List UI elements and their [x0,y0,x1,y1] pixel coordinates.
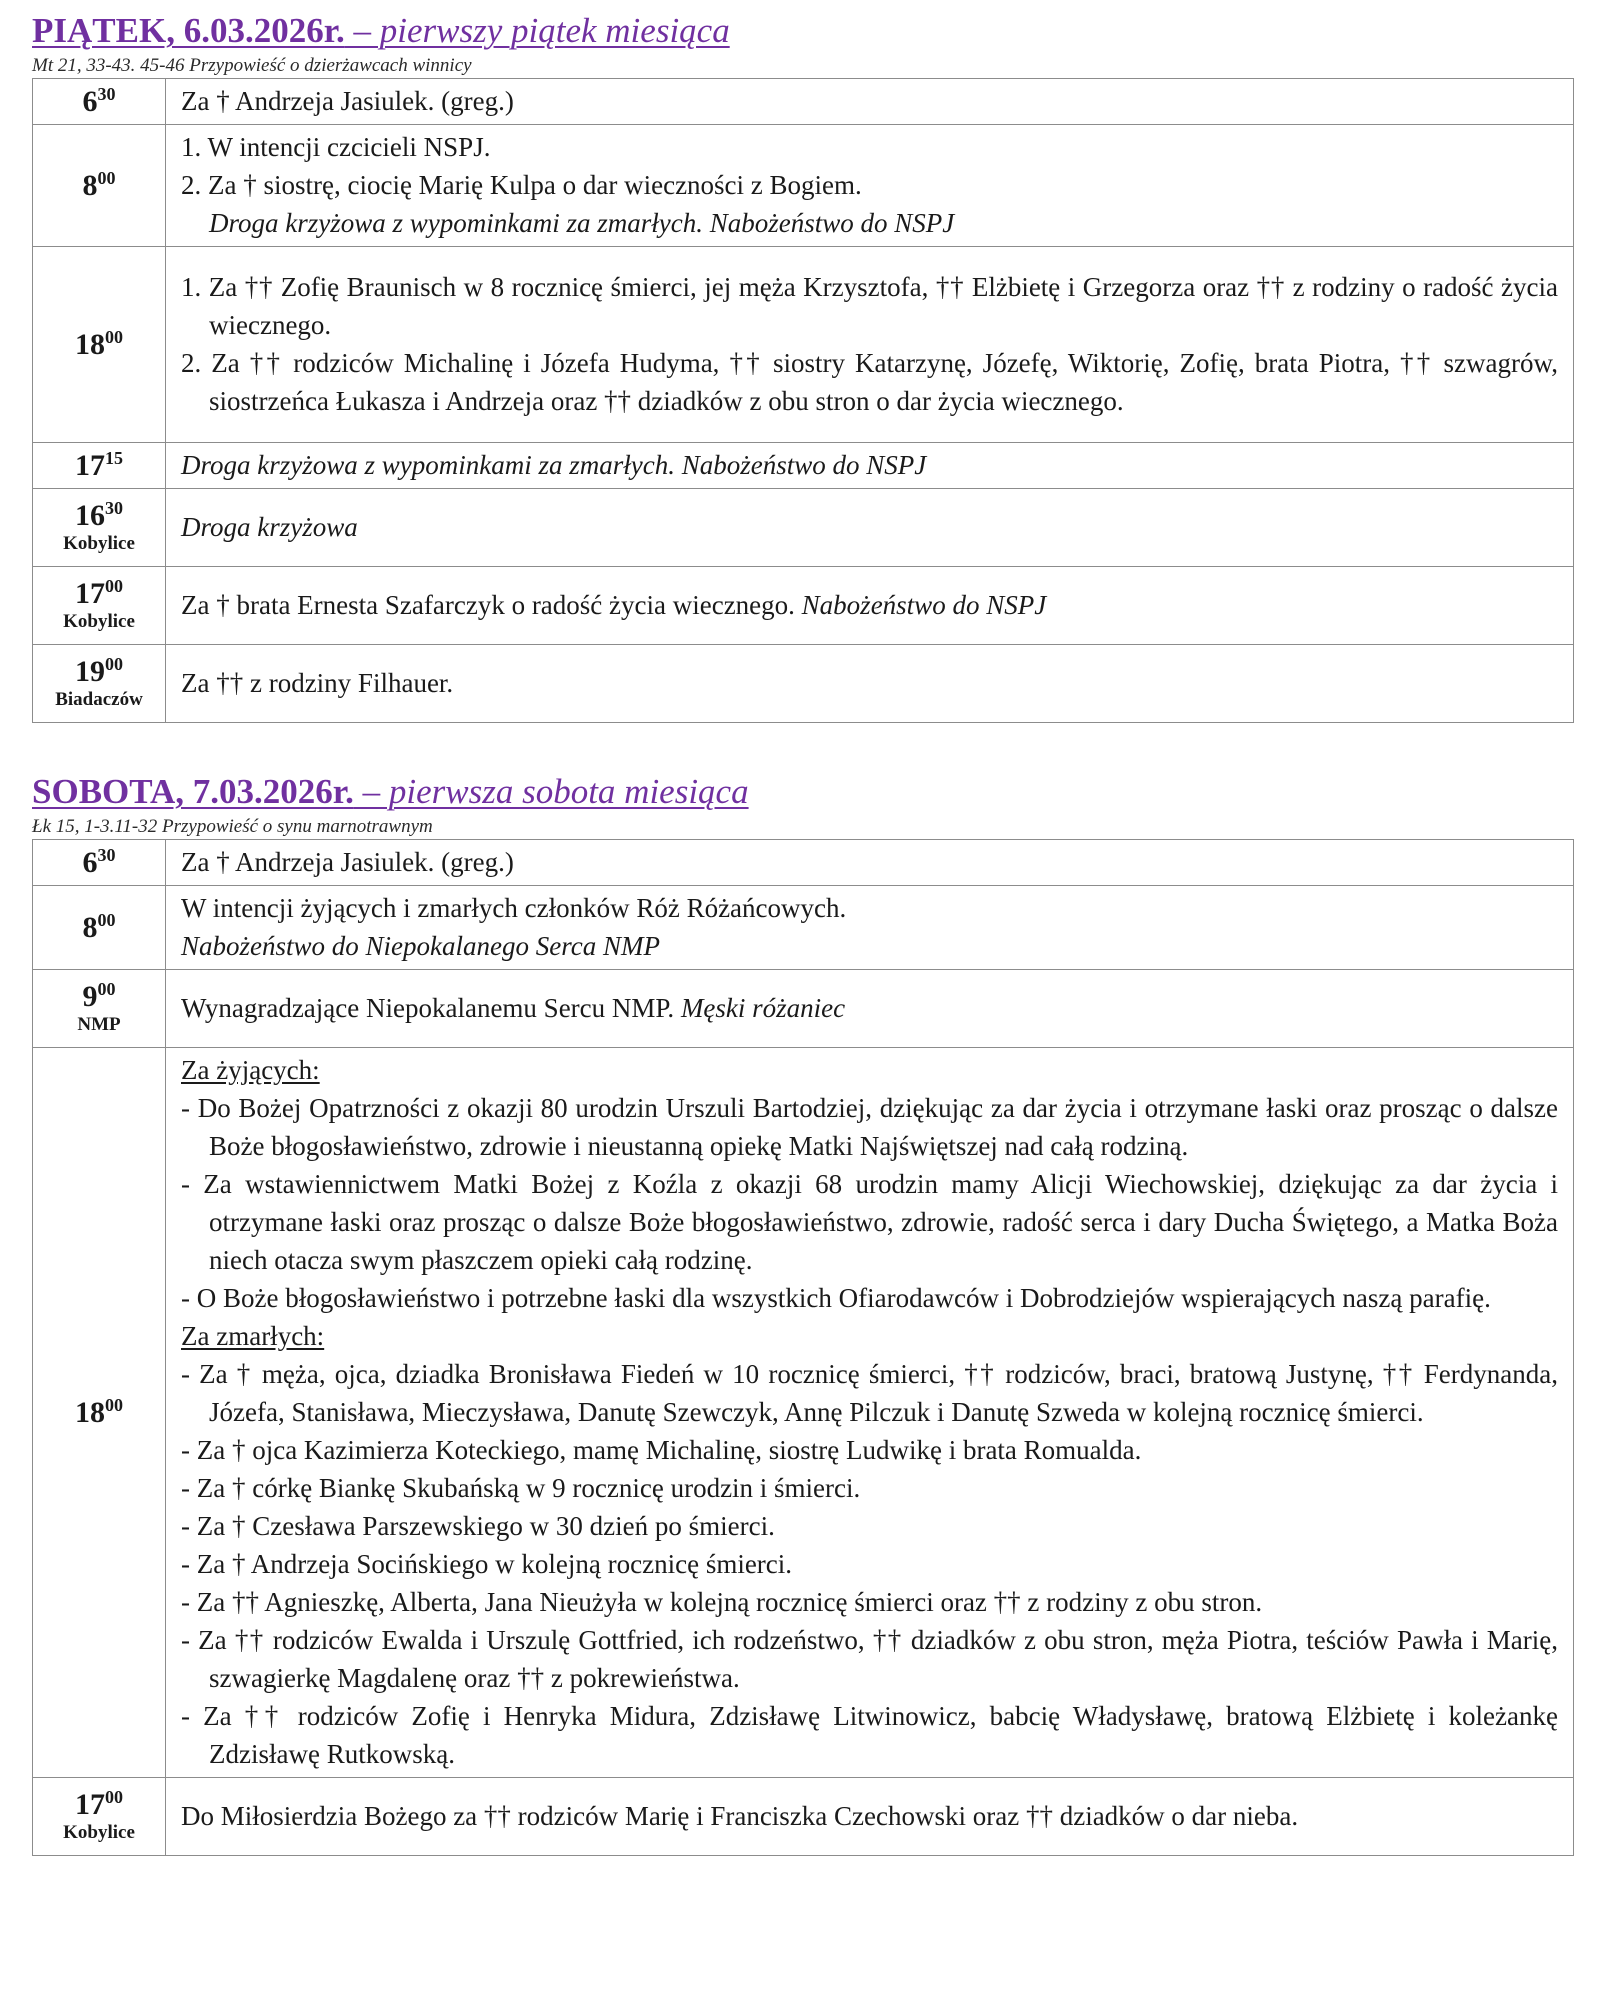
intention-cell: Droga krzyżowa z wypominkami za zmarłych. Nabożeństwo do NSPJ [166,443,1574,489]
list-item: - Za † Andrzeja Socińskiego w kolejną rocznicę śmierci. [181,1549,793,1579]
living-header: Za żyjących: [181,1055,320,1085]
dead-header: Za zmarłych: [181,1321,325,1351]
time-cell: $8^{00}$ [33,125,166,247]
time-cell: $19^{00}$ Biadaczów [33,645,166,723]
time-cell: $17^{00}$ Kobylice [33,567,166,645]
intention-cell: Droga krzyżowa [166,489,1574,567]
list-item: - Za †† Agnieszkę, Alberta, Jana Nieużyła w kolejną rocznicę śmierci oraz †† z rodziny z obu stron. [181,1587,1263,1617]
time-cell: $17^{15}$ [33,443,166,489]
table-row [33,247,1574,443]
bulletin-page [32,10,1574,1856]
reading-saturday: Łk 15, 1-3.11-32 Przypowieść o synu marnotrawnym [32,816,433,837]
day-heading-saturday: SOBOTA, 7.03.2026r. – pierwsza sobota miesiąca [32,772,749,811]
time-cell: $9^{00}$ NMP [33,970,166,1048]
intention-cell: 1. Za †† Zofię Braunisch w 8 rocznicę śmierci, jej męża Krzysztofa, †† Elżbietę i Grzegorza oraz †† z rodziny o radość życia wiecznego. 2. Za †† rodziców Michalinę i Józefa Hudyma, †† siostry Katarzynę, Józefę, Wiktorię, Zofię, brata Piotra, †† szwagrów, siostrzeńca Łukasza i Andrzeja oraz †† dziadków z obu stron o dar życia wiecznego. [166,247,1574,443]
table-row [33,840,1574,886]
list-item: - O Boże błogosławieństwo i potrzebne łaski dla wszystkich Ofiarodawców i Dobrodziejów wspierających naszą parafię. [181,1283,1491,1313]
time-cell: $6^{30}$ [33,79,166,125]
intention-cell: Za †† z rodziny Filhauer. [166,645,1574,723]
table-row [33,79,1574,125]
intention-cell: Za † Andrzeja Jasiulek. (greg.) [166,79,1574,125]
intention-cell: Za † Andrzeja Jasiulek. (greg.) [166,840,1574,886]
list-item: - Za wstawiennictwem Matki Bożej z Koźla z okazji 68 urodzin mamy Alicji Wiechowskiej, dziękując za dar życia i otrzymane łaski oraz prosząc o dalsze Boże błogosławieństwo, zdrowie, radość serca i dary Ducha Świętego, a Matka Boża niech otacza swym płaszczem opieki całą rodzinę. [181,1169,1558,1275]
intention-cell: Za † brata Ernesta Szafarczyk o radość życia wiecznego. Nabożeństwo do NSPJ [166,567,1574,645]
list-item: - Za † ojca Kazimierza Koteckiego, mamę Michalinę, siostrę Ludwikę i brata Romualda. [181,1435,1142,1465]
schedule-table-friday [32,78,1574,723]
list-item: - Za † córkę Biankę Skubańską w 9 rocznicę urodzin i śmierci. [181,1473,861,1503]
intention-cell [166,1048,1574,1778]
table-row [33,125,1574,247]
table-row [33,886,1574,970]
intention-cell: Wynagradzające Niepokalanemu Sercu NMP. Męski różaniec [166,970,1574,1048]
table-row [33,1778,1574,1856]
list-item: - Za †† rodziców Zofię i Henryka Midura, Zdzisławę Litwinowicz, babcię Władysławę, bratową Elżbietę i koleżankę Zdzisławę Rutkowską. [181,1701,1558,1769]
table-row [33,567,1574,645]
list-item: - Za † Czesława Parszewskiego w 30 dzień po śmierci. [181,1511,775,1541]
table-row [33,1048,1574,1778]
time-cell: $18^{00}$ [33,247,166,443]
intention-cell: 1. W intencji czcicieli NSPJ. 2. Za † siostrę, ciocię Marię Kulpa o dar wieczności z Bogiem. Droga krzyżowa z wypominkami za zmarłych. Nabożeństwo do NSPJ [166,125,1574,247]
time-cell: $8^{00}$ [33,886,166,970]
time-cell: $17^{00}$ Kobylice [33,1778,166,1856]
schedule-table-saturday [32,839,1574,1856]
intention-cell: W intencji żyjących i zmarłych członków Róż Różańcowych. Nabożeństwo do Niepokalanego Serca NMP [166,886,1574,970]
time-cell: $6^{30}$ [33,840,166,886]
day-heading-friday: PIĄTEK, 6.03.2026r. – pierwszy piątek miesiąca [32,11,730,50]
list-item: - Do Bożej Opatrzności z okazji 80 urodzin Urszuli Bartodziej, dziękując za dar życia i otrzymane łaski oraz prosząc o dalsze Boże błogosławieństwo, zdrowie i nieustanną opiekę Matki Najświętszej nad całą rodziną. [181,1093,1558,1161]
reading-friday: Mt 21, 33-43. 45-46 Przypowieść o dzierżawcach winnicy [32,55,472,76]
table-row [33,645,1574,723]
table-row [33,489,1574,567]
table-row [33,970,1574,1048]
table-row [33,443,1574,489]
intention-cell: Do Miłosierdzia Bożego za †† rodziców Marię i Franciszka Czechowski oraz †† dziadków o dar nieba. [166,1778,1574,1856]
time-cell: $18^{00}$ [33,1048,166,1778]
list-item: - Za †† rodziców Ewalda i Urszulę Gottfried, ich rodzeństwo, †† dziadków z obu stron, męża Piotra, teściów Pawła i Marię, szwagierkę Magdalenę oraz †† z pokrewieństwa. [181,1625,1558,1693]
list-item: - Za † męża, ojca, dziadka Bronisława Fiedeń w 10 rocznicę śmierci, †† rodziców, braci, bratową Justynę, †† Ferdynanda, Józefa, Stanisława, Mieczysława, Danutę Szewczyk, Annę Pilczuk i Danutę Szweda w kolejną rocznicę śmierci. [181,1359,1558,1427]
time-cell: $16^{30}$ Kobylice [33,489,166,567]
